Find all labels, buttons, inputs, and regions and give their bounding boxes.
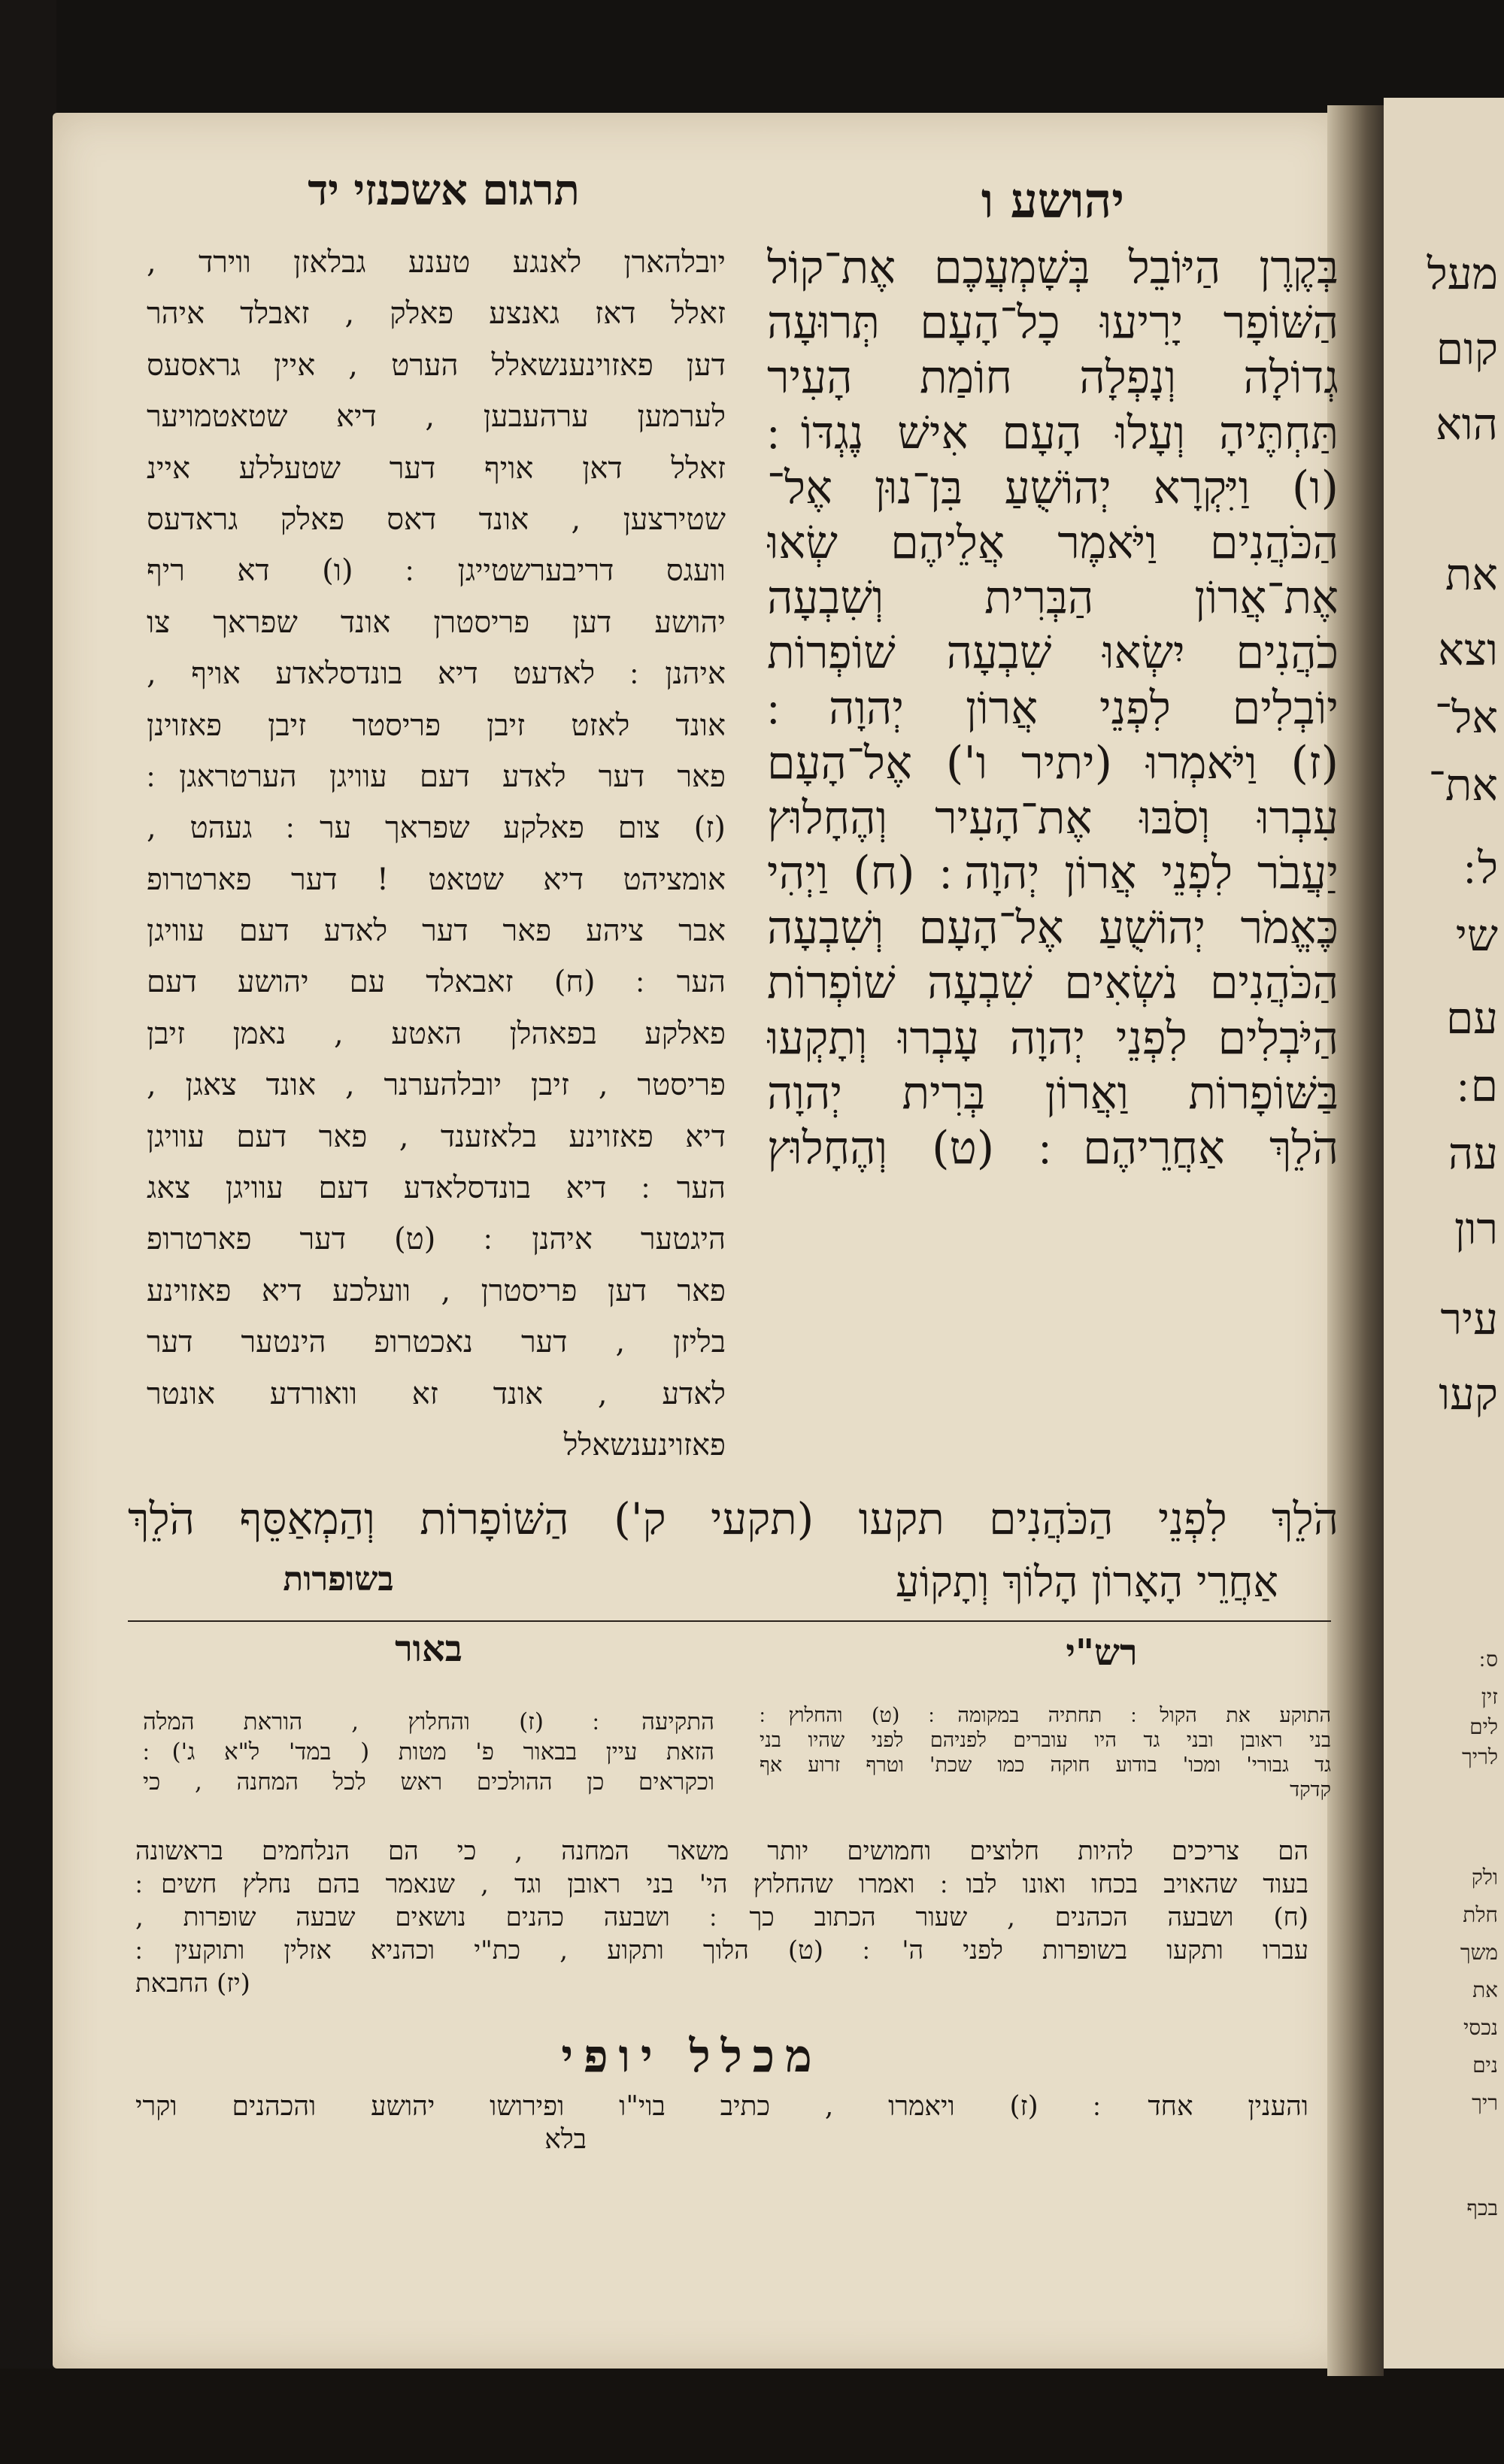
verse-line: כֹהֲנִים יִשְׂאוּ שִׁבְעָה שׁוֹפְרוֹת (767, 626, 1339, 680)
facing-page-small: נכסי (1463, 2015, 1498, 2040)
verse-line: גְדוֹלָה וְנָפְלָה חוֹמַת הָעִיר (767, 351, 1339, 405)
text-line: וועגס דריבערשטייגן ׃ (ו) דא ריף (147, 553, 726, 589)
text-line: יהושע דען פריסטרן אונד שפראך צו (147, 605, 726, 640)
facing-page-small: זין (1481, 1684, 1498, 1709)
facing-page-fragment: עה (1448, 1128, 1498, 1179)
section-divider (128, 1620, 1331, 1622)
text-line: זאלל דאן אויף דער שטעללע איינ (147, 450, 726, 486)
verse-line: הַכֹּהֲנִים וַיֹּאמֶר אֲלֵיהֶם שְׂאוּ (767, 516, 1339, 569)
text-line: דען פאזוינענשאלל הערט , איין גראסעס (147, 347, 726, 383)
text-line: זאלל דאז גאנצע פאלק , זאבלד איהר (147, 296, 726, 332)
text-line: הער ׃ (ח) זאבאלד עם יהושע דעם (147, 965, 726, 1000)
facing-page-small: את (1472, 1978, 1498, 2002)
facing-page-small: לריך (1462, 1744, 1498, 1769)
commentary-line: הזאת עיין בבאור פ' מטות ( במד' ל"א ג') ׃ (143, 1738, 714, 1765)
text-line: אומציהט דיא שטאט ! דער פארטרופ (147, 862, 726, 897)
text-line: שטירצען , אונד דאס פאלק גראדעס (147, 502, 726, 537)
text-line: יובלהארן לאנגע טענע גבלאזן ווירד , (147, 245, 726, 280)
commentary-line: בני ראובן ובני גד היו עוברים לפניהם לפני שהיו בני (760, 1729, 1331, 1752)
facing-page-fragment: שי (1455, 910, 1498, 961)
facing-page-fragment: קעו (1439, 1368, 1498, 1420)
verse-line: כֶּאֱמֹר יְהוֹשֻׁעַ אֶל־הָעָם וְשִׁבְעָה (767, 902, 1339, 955)
commentary-line: בעוד שהאויב בכחו ואונו לבו ׃ ואמרו שהחלוץ הי' בני ראובן וגד , שנאמר בהם נחלץ חשים ׃ (135, 1869, 1308, 1899)
text-line: הער ׃ דיא בונדסלאדע דעם עוויגן צאג (147, 1171, 726, 1206)
facing-page-fragment: עם (1445, 993, 1498, 1044)
verse-line: הַשּׁוֹפָר יָרִיעוּ כָל־הָעָם תְּרוּעָה (767, 296, 1339, 350)
verse-line: אֶת־אֲרוֹן הַבְּרִית וְשִׁבְעָה (767, 571, 1339, 625)
facing-page-small: ולק (1471, 1865, 1498, 1890)
background-top (0, 0, 1504, 113)
background-bottom (0, 2369, 1504, 2464)
text-line: לערמען ערהעבען , דיא שטאטמויער (147, 399, 726, 435)
text-line: פאלקע בפאהלן האטע , נאמן זיבן (147, 1016, 726, 1051)
verse-line: יַעֲבֹר לִפְנֵי אֲרוֹן יְהוָה ׃ (ח) וַיְהִי (767, 847, 1339, 900)
text-line: פאזוינענשאלל (563, 1427, 726, 1462)
section-title-michlol-yofi: מכלל יופי (561, 2030, 823, 2083)
running-header-left: תרגום אשכנזי יד (308, 165, 580, 215)
verse-line: יוֹבְלִים לִפְנֵי אֲרוֹן יְהוָה ׃ (767, 681, 1339, 735)
section-title-rashi: רש"י (1066, 1632, 1138, 1674)
verse-line: בְּקֶרֶן הַיּוֹבֵל בְּשָׁמְעֲכֶם אֶת־קוֹל (767, 241, 1339, 294)
commentary-line: וכקראים כן ההולכים ראש לכל המחנה , כי (143, 1768, 714, 1796)
text-line: אונד לאזט זיבן פריסטר זיבן פאזוינן (147, 708, 726, 743)
text-line: פאר דען פריסטרן , וועלכע דיא פאזוינע (147, 1273, 726, 1308)
facing-page-fragment: עיר (1440, 1293, 1498, 1344)
text-line: בליזן , דער נאכטרופ הינטער דער (147, 1325, 726, 1360)
verse-line: הַכֹּהֲנִים נֹשְׂאִים שִׁבְעָה שׁוֹפְרוֹת (767, 956, 1339, 1010)
facing-page-fragment: רון (1454, 1203, 1498, 1254)
catchword: בשופרות (283, 1560, 394, 1599)
facing-page-fragment: וצא (1437, 624, 1498, 675)
michlol-yofi-commentary (135, 2090, 1308, 2156)
facing-page-small: נים (1472, 2053, 1498, 2078)
facing-page-fragment: מעל (1427, 248, 1498, 299)
text-line: לאדע , אונד זא וואורדע אונטר (147, 1376, 726, 1411)
facing-page-fragment: אל־ (1434, 692, 1498, 743)
verse-line: עִבְרוּ וְסֹבּוּ אֶת־הָעִיר וְהֶחָלוּץ (767, 791, 1339, 844)
facing-page-small: ס ׃ (1479, 1647, 1498, 1671)
verse-line: הַיֹּבְלִים לִפְנֵי יְהוָה עָבְרוּ וְתָקְעוּ (767, 1011, 1339, 1065)
facing-page-small: משך (1460, 1940, 1498, 1965)
commentary-line: (יז) החבאת (135, 1968, 250, 1999)
commentary-line: התקיעה ׃ (ז) והחלוץ , הוראת המלה (143, 1708, 714, 1735)
facing-page-fragment: קום (1436, 323, 1498, 374)
facing-page-small: בכף (1466, 2196, 1498, 2220)
text-line: פריסטר , זיבן יובלהערנר , אונד צאגן , (147, 1068, 726, 1103)
text-line: (ז) צום פאלקע שפראך ער ׃ געהט , (147, 811, 726, 846)
text-line: פאר דער לאדע דעם עוויגן הערטראגן ׃ (147, 759, 726, 794)
commentary-line: (ח) ושבעה הכהנים , שעור הכתוב כך ׃ ושבעה כהנים נושאים שבעה שופרות , (135, 1902, 1308, 1932)
facing-page-fragment: את־ (1428, 759, 1498, 811)
facing-page-fragment: ם ׃ (1457, 1060, 1498, 1111)
text-line: איהנן ׃ לאדעט דיא בונדסלאדע אויף , (147, 656, 726, 692)
text-line: היגטער איהנן ׃ (ט) דער פארטרופ (147, 1222, 726, 1257)
text-line: דיא פאזוינע בלאזענד , פאר דעם עוויגן (147, 1119, 726, 1154)
background-left (0, 0, 56, 2464)
verse-line: (ז) וַיֹּאמְרוּ (יתיר ו') אֶל־הָעָם (767, 736, 1339, 790)
commentary-line: התוקע את הקול ׃ תחתיה במקומה ׃ (ט) והחלוץ ׃ (760, 1704, 1331, 1727)
text-line: אבר ציהע פאר דער לאדע דעם עוויגן (147, 914, 726, 949)
full-width-verse-line: הֹלֵךְ לִפְנֵי הַכֹּהֲנִים תקעו (תקעי ק') הַשּׁוֹפָרוֹת וְהַמְאַסֵּף הֹלֵךְ (128, 1493, 1339, 1544)
facing-page-fragment: הוא (1435, 399, 1498, 450)
verse-continuation-line: אַחֲרֵי הָאָרוֹן הָלוֹךְ וְתָקוֹעַ (896, 1558, 1278, 1607)
facing-page-small: חלת (1463, 1902, 1498, 1927)
biur-commentary (143, 1707, 714, 1797)
commentary-line: קדקד (1290, 1778, 1331, 1802)
facing-page-edge (1384, 98, 1504, 2369)
verse-line: (ו) וַיִּקְרָא יְהוֹשֻׁעַ בִּן־נוּן אֶל־ (767, 461, 1339, 514)
commentary-line: הם צריכים להיות חלוצים וחמושים יותר משאר המחנה , כי הם הנלחמים בראשונה (135, 1836, 1308, 1866)
verse-line: תַּחְתֶּיהָ וְעָלוּ הָעָם אִישׁ נֶגְדּוֹ ׃ (767, 406, 1339, 459)
rashi-commentary (760, 1703, 1331, 1802)
running-header-right: יהושע ו (981, 173, 1125, 229)
verse-line: הֹלֵךְ אַחֲרֵיהֶם ׃ (ט) וְהֶחָלוּץ (767, 1122, 1339, 1174)
facing-page-small: ריך (1472, 2090, 1498, 2115)
section-title-biur: באור (395, 1628, 462, 1670)
facing-page-small: לים (1469, 1714, 1498, 1739)
yiddish-translation-column (147, 237, 726, 1471)
hebrew-text-column (767, 241, 1339, 1176)
biur-commentary-continued (135, 1835, 1308, 2000)
commentary-line: גד גבורי' ומכו' בודוע חוקה כמו שכת' וטרף זרוע אף (760, 1753, 1331, 1777)
verse-line: בַּשּׁוֹפָרוֹת וַאֲרוֹן בְּרִית יְהוָה (767, 1066, 1339, 1120)
commentary-line: בלא (544, 2124, 587, 2155)
commentary-line: והענין אחד ׃ (ז) ויאמרו , כתיב בוי"ו ופירושו יהושע והכהנים וקרי (135, 2091, 1308, 2122)
facing-page-fragment: ל ׃ (1463, 842, 1498, 893)
facing-page-fragment: את (1445, 549, 1498, 600)
commentary-line: עברו ותקעו בשופרות לפני ה' ׃ (ט) הלוך ותקוע , כת"י וכהניא אזלין ותוקעין ׃ (135, 1935, 1308, 1965)
